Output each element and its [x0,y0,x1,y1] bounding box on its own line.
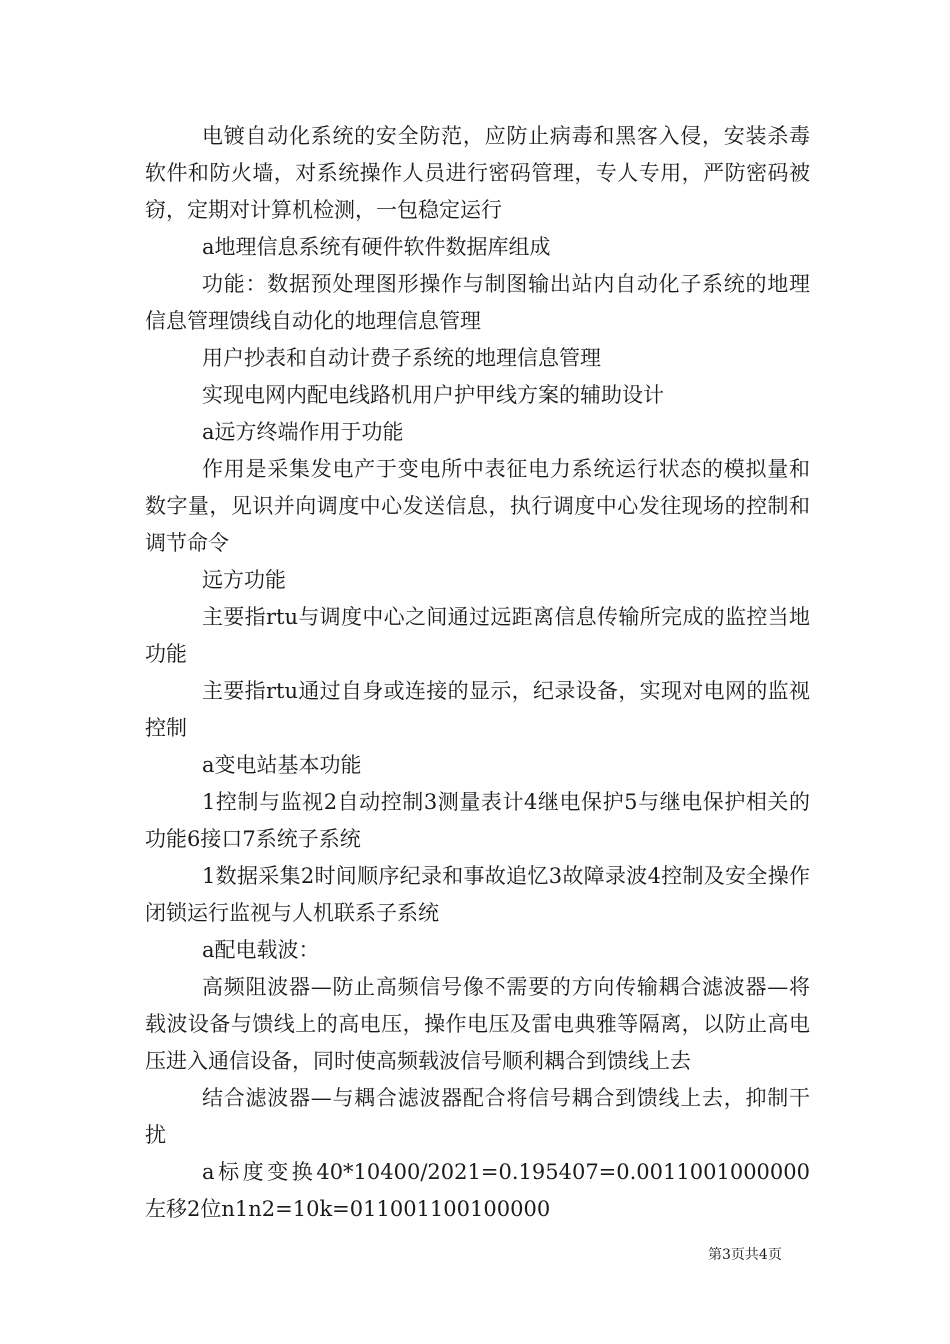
paragraph-security: 电镀自动化系统的安全防范，应防止病毒和黑客入侵，安装杀毒软件和防火墙，对系统操作人员进行密码管理，专人专用，严防密码被窃，定期对计算机检测，一包稳定运行 [145,124,810,222]
paragraph-wave-trap: 高频阻波器—防止高频信号像不需要的方向传输耦合滤波器—将载波设备与馈线上的高电压，操作电压及雷电典雅等隔离，以防止高电压进入通信设备，同时使高频载波信号顺利耦合到馈线上去 [145,975,810,1073]
paragraph-local-desc: 主要指rtu通过自身或连接的显示，纪录设备，实现对电网的监视控制 [145,679,810,740]
paragraph-meter-billing: 用户抄表和自动计费子系统的地理信息管理 [202,346,601,370]
paragraph-remote-function: 远方功能 [202,568,286,592]
paragraph-substation-list-2: 1数据采集2时间顺序纪录和事故追忆3故障录波4控制及安全操作闭锁运行监视与人机联系子系统 [145,864,810,925]
paragraph-scale-conversion: a标度变换40*10400/2021=0.195407=0.0011001000000左移2位n1n2=10k=011001100100000 [145,1160,810,1221]
paragraph-rtu-role: 作用是采集发电产于变电所中表征电力系统运行状态的模拟量和数字量，见识并向调度中心发送信息，执行调度中心发往现场的控制和调节命令 [145,457,810,555]
paragraph-rtu-heading: a远方终端作用于功能 [202,420,404,444]
paragraph-gis-composition: a地理信息系统有硬件软件数据库组成 [202,235,551,259]
paragraph-auxiliary-design: 实现电网内配电线路机用户护甲线方案的辅助设计 [202,383,664,407]
paragraph-coupling-filter: 结合滤波器—与耦合滤波器配合将信号耦合到馈线上去，抑制干扰 [145,1086,810,1147]
paragraph-substation-heading: a变电站基本功能 [202,753,362,777]
page-number: 第3页共4页 [708,1247,782,1263]
paragraph-remote-desc: 主要指rtu与调度中心之间通过远距离信息传输所完成的监控当地功能 [145,605,810,666]
paragraph-substation-list-1: 1控制与监视2自动控制3测量表计4继电保护5与继电保护相关的功能6接口7系统子系统 [145,790,810,851]
document-body [145,118,810,1228]
paragraph-carrier-heading: a配电载波： [202,938,320,962]
paragraph-gis-functions: 功能：数据预处理图形操作与制图输出站内自动化子系统的地理信息管理馈线自动化的地理信息管理 [145,272,810,333]
